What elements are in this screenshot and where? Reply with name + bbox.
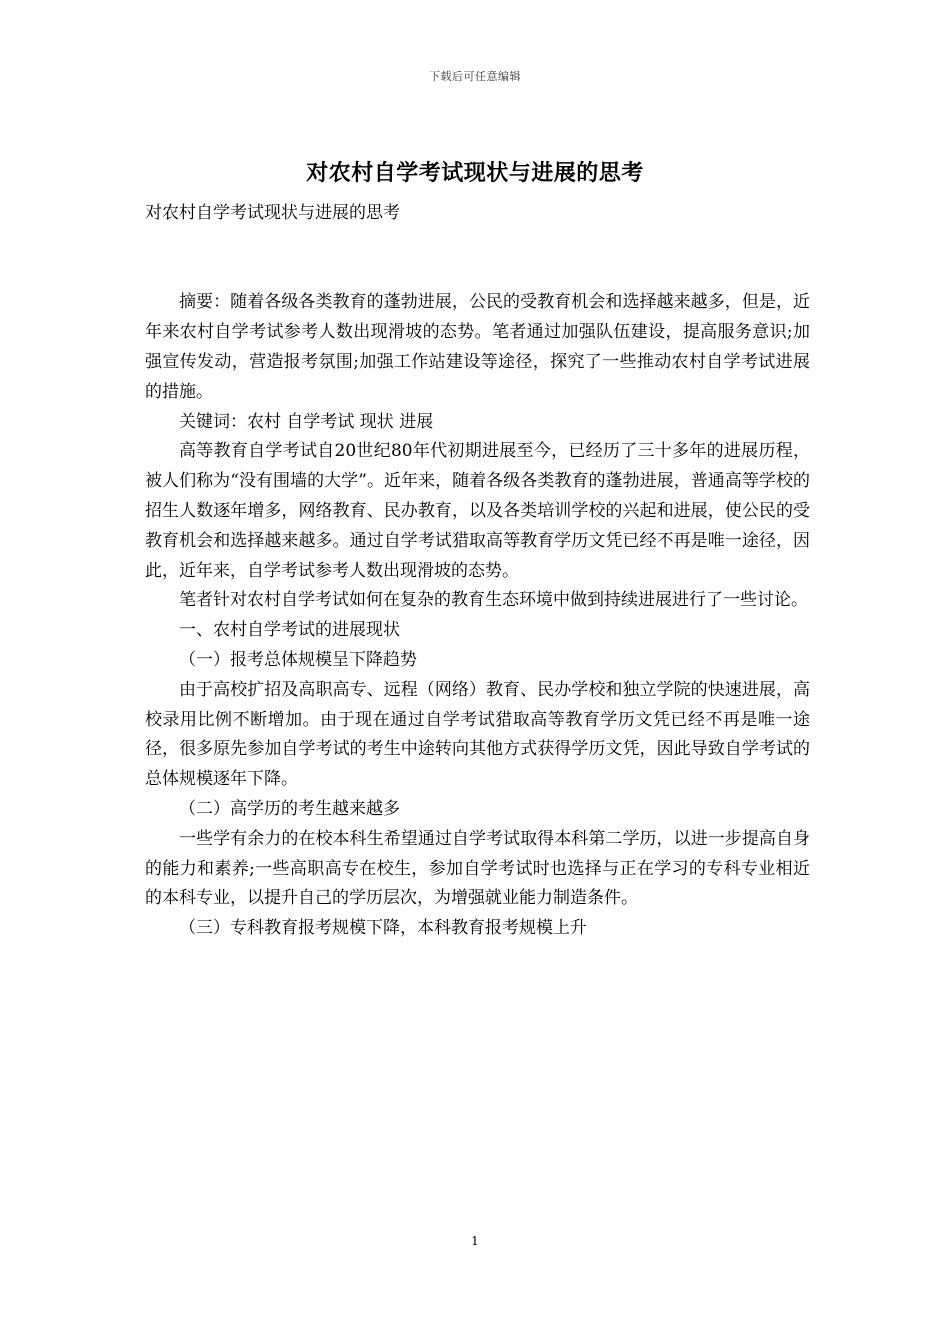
subsection-heading: （二）高学历的考生越来越多 xyxy=(179,798,400,819)
document-body xyxy=(145,199,810,944)
subsection-heading: （三）专科教育报考规模下降，本科教育报考规模上升 xyxy=(179,918,587,939)
abstract-paragraph: 摘要：随着各级各类教育的蓬勃进展，公民的受教育机会和选择越来越多，但是，近年来农村自学考试参考人数出现滑坡的态势。笔者通过加强队伍建设，提高服务意识;加强宣传发动，营造报考氛围;加强工作站建设等途径，探究了一些推动农村自学考试进展的措施。 xyxy=(145,292,810,402)
subsection-heading: （一）报考总体规模呈下降趋势 xyxy=(179,649,417,670)
body-paragraph: 由于高校扩招及高职高专、远程（网络）教育、民办学校和独立学院的快速进展，高校录用比例不断增加。由于现在通过自学考试猎取高等教育学历文凭已经不再是唯一途径，很多原先参加自学考试的考生中途转向其他方式获得学历文凭，因此导致自学考试的总体规模逐年下降。 xyxy=(145,679,810,790)
body-paragraph: 高等教育自学考试自20世纪80年代初期进展至今，已经历了三十多年的进展历程，被人们称为“没有围墙的大学”。近年来，随着各级各类教育的蓬勃进展，普通高等学校的招生人数逐年增多，网络教育、民办教育，以及各类培训学校的兴起和进展，使公民的受教育机会和选择越来越多。通过自学考试猎取高等教育学历文凭已经不再是唯一途径，因此，近年来，自学考试参考人数出现滑坡的态势。 xyxy=(145,441,810,581)
page-number: 1 xyxy=(471,1234,479,1248)
body-paragraph: 笔者针对农村自学考试如何在复杂的教育生态环境中做到持续进展进行了一些讨论。 xyxy=(179,590,808,611)
header-note: 下载后可任意编辑 xyxy=(429,70,521,83)
keywords-paragraph: 关键词：农村 自学考试 现状 进展 xyxy=(179,411,434,432)
body-paragraph: 一些学有余力的在校本科生希望通过自学考试取得本科第二学历，以进一步提高自身的能力和素养;一些高职高专在校生，参加自学考试时也选择与正在学习的专科专业相近的本科专业，以提升自己的学历层次，为增强就业能力制造条件。 xyxy=(145,828,810,909)
document-title: 对农村自学考试现状与进展的思考 xyxy=(306,160,644,186)
section-heading: 一、农村自学考试的进展现状 xyxy=(179,620,400,641)
document-subtitle: 对农村自学考试现状与进展的思考 xyxy=(145,203,400,223)
